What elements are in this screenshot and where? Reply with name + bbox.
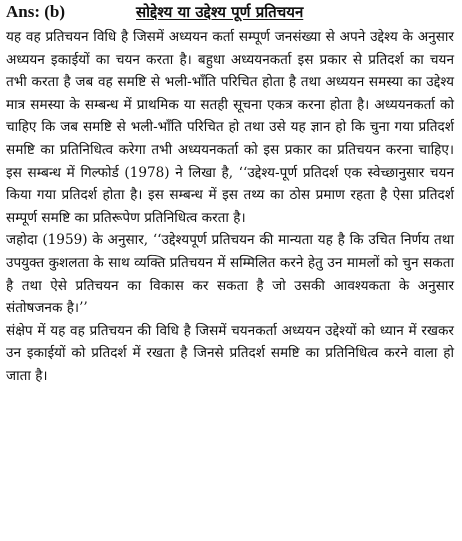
answer-document	[6, 2, 454, 388]
answer-header	[6, 2, 454, 26]
paragraph-1: यह वह प्रतिचयन विधि है जिसमें अध्ययन कर्ता सम्पूर्ण जनसंख्या से अपने उद्देश्य के अनुसार अध्ययन इकाईयों का चयन करता है। बहुधा अध्ययनकर्ता इस प्रकार से प्रतिदर्श का चयन तभी करता है जब वह समष्टि से भली-भाँति परिचित होता है तथा अध्ययन समस्या का उद्देश्य मात्र समस्या के सम्बन्ध में प्राथमिक या सतही सूचना एकत्र करना होता है। अध्ययनकर्ता को चाहिए कि जब समष्टि से भली-भाँति परिचित हो तथा उसे यह ज्ञान हो कि चुना गया प्रतिदर्श समष्टि का प्रतिनिधित्व करेगा तभी अध्ययनकर्ता को इस प्रकार का प्रतिचयन करना चाहिए। इस सम्बन्ध में गिल्फोर्ड (1978) ने लिखा है, ‘‘उद्देश्य-पूर्ण प्रतिदर्श एक स्वेच्छानुसार चयन किया गया प्रतिदर्श होता है। इस सम्बन्ध में इस तथ्य का ठोस प्रमाण रहता है ऐसा प्रतिदर्श सम्पूर्ण समष्टि का प्रतिरूपेण प्रतिनिधित्व करता है।	[6, 29, 454, 226]
paragraph-2: जहोदा (1959) के अनुसार, ‘‘उद्देश्यपूर्ण प्रतिचयन की मान्यता यह है कि उचित निर्णय तथा उपयुक्त कुशलता के साथ व्यक्ति प्रतिचयन में सम्मिलित करने हेतु उन मामलों को चुन सकता है तथा ऐसे प्रतिचयन का विकास कर सकता है जो उसकी आवश्यकता के अनुसार संतोषजनक है।’’	[6, 232, 454, 317]
answer-title: सोद्देश्य या उद्देश्य पूर्ण प्रतिचयन	[136, 3, 304, 21]
answer-label: Ans: (b)	[6, 2, 66, 21]
paragraph-3: संक्षेप में यह वह प्रतिचयन की विधि है जिसमें चयनकर्ता अध्ययन उद्देश्यों को ध्यान में रखकर उन इकाईयों को प्रतिदर्श में रखता है जिनसे प्रतिदर्श समष्टि का प्रतिनिधित्व करने वाला हो जाता है।	[6, 322, 454, 384]
